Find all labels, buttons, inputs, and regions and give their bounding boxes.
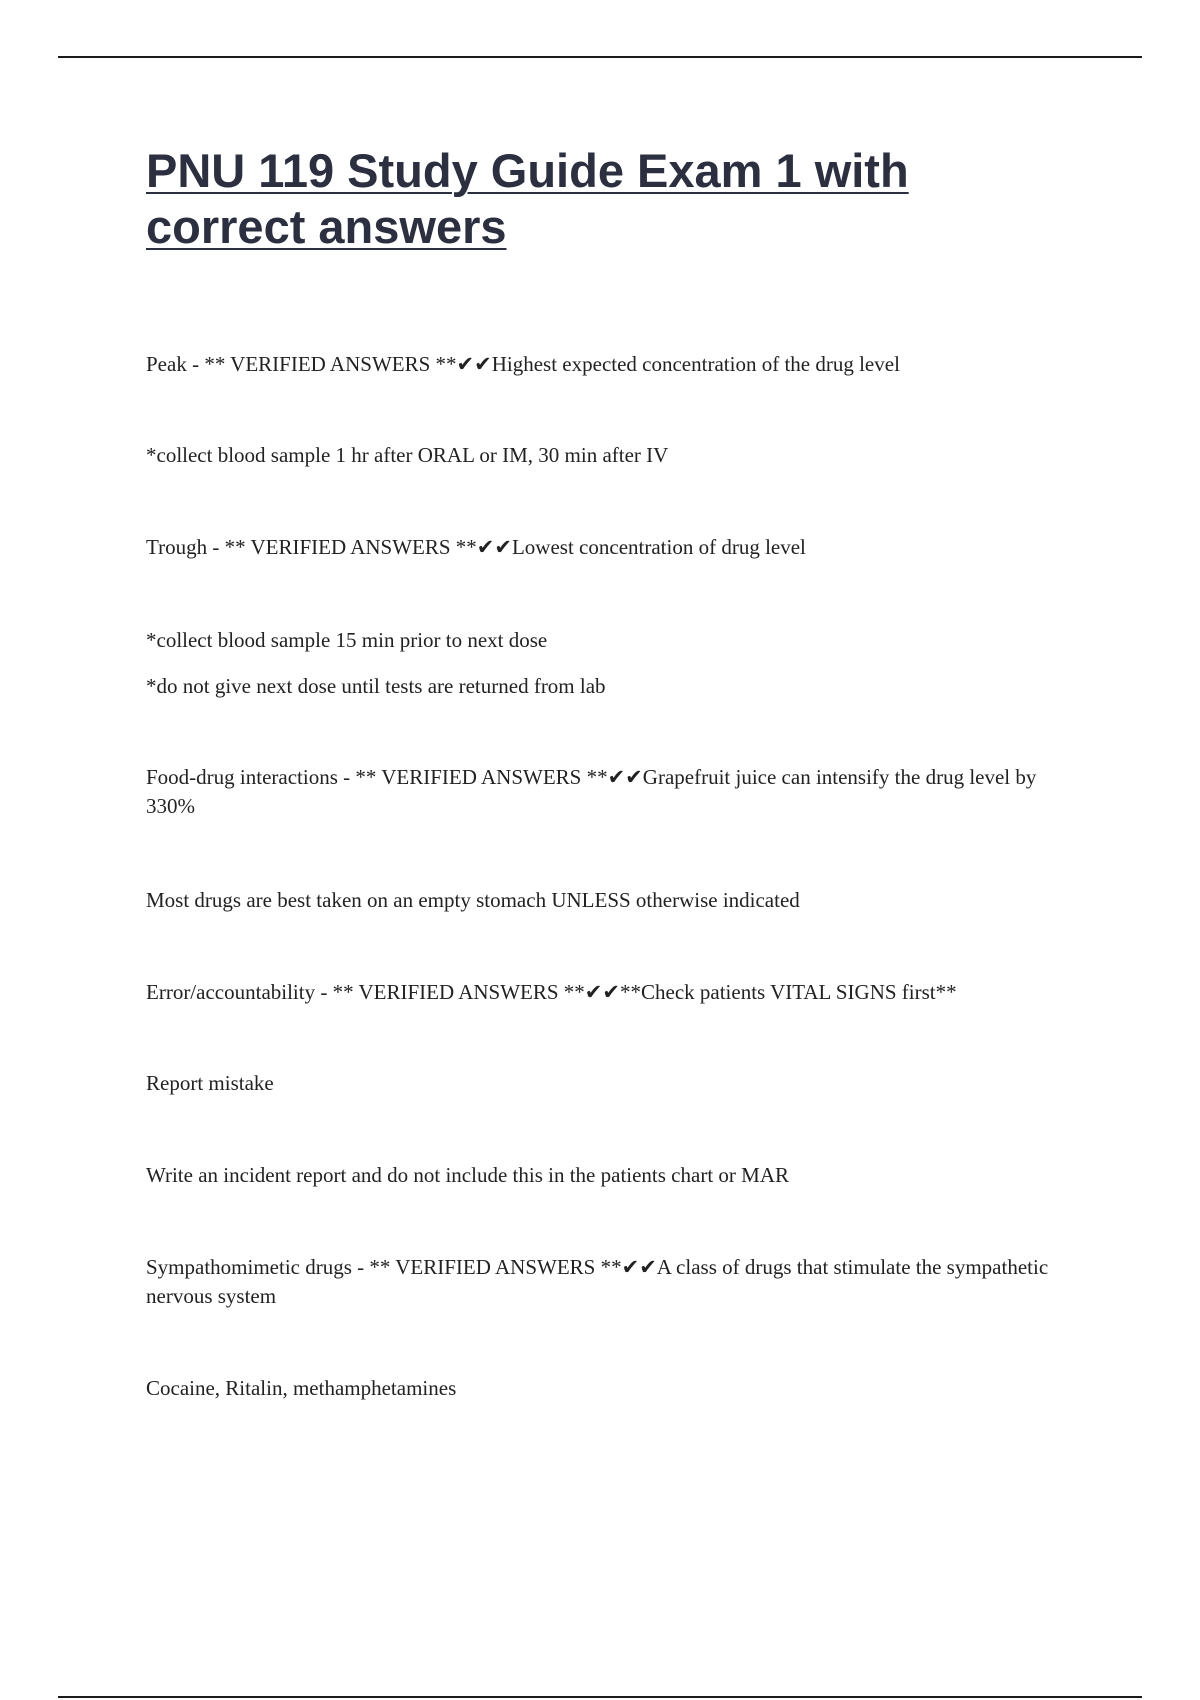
paragraph-sympathomimetic: Sympathomimetic drugs - ** VERIFIED ANSWERS **✔✔A class of drugs that stimulate the sympathetic nervous system	[146, 1255, 1049, 1308]
paragraph-examples: Cocaine, Ritalin, methamphetamines	[146, 1376, 457, 1400]
paragraph-peak: Peak - ** VERIFIED ANSWERS **✔✔Highest expected concentration of the drug level	[146, 352, 900, 376]
paragraph-trough-next-dose: *do not give next dose until tests are returned from lab	[146, 674, 606, 698]
paragraph-report-mistake: Report mistake	[146, 1071, 274, 1095]
page-title: PNU 119 Study Guide Exam 1 with correct answers	[146, 144, 909, 253]
page-top-rule	[58, 56, 1142, 58]
paragraph-trough: Trough - ** VERIFIED ANSWERS **✔✔Lowest concentration of drug level	[146, 535, 806, 559]
paragraph-error-accountability: Error/accountability - ** VERIFIED ANSWERS **✔✔**Check patients VITAL SIGNS first**	[146, 980, 957, 1004]
paragraph-food-drug: Food-drug interactions - ** VERIFIED ANSWERS **✔✔Grapefruit juice can intensify the drug level by 330%	[146, 765, 1037, 818]
page-bottom-rule	[58, 1696, 1142, 1698]
paragraph-trough-collect: *collect blood sample 15 min prior to next dose	[146, 628, 548, 652]
paragraph-peak-collect: *collect blood sample 1 hr after ORAL or IM, 30 min after IV	[146, 443, 669, 467]
paragraph-empty-stomach: Most drugs are best taken on an empty stomach UNLESS otherwise indicated	[146, 888, 800, 912]
paragraph-incident-report: Write an incident report and do not include this in the patients chart or MAR	[146, 1163, 789, 1187]
